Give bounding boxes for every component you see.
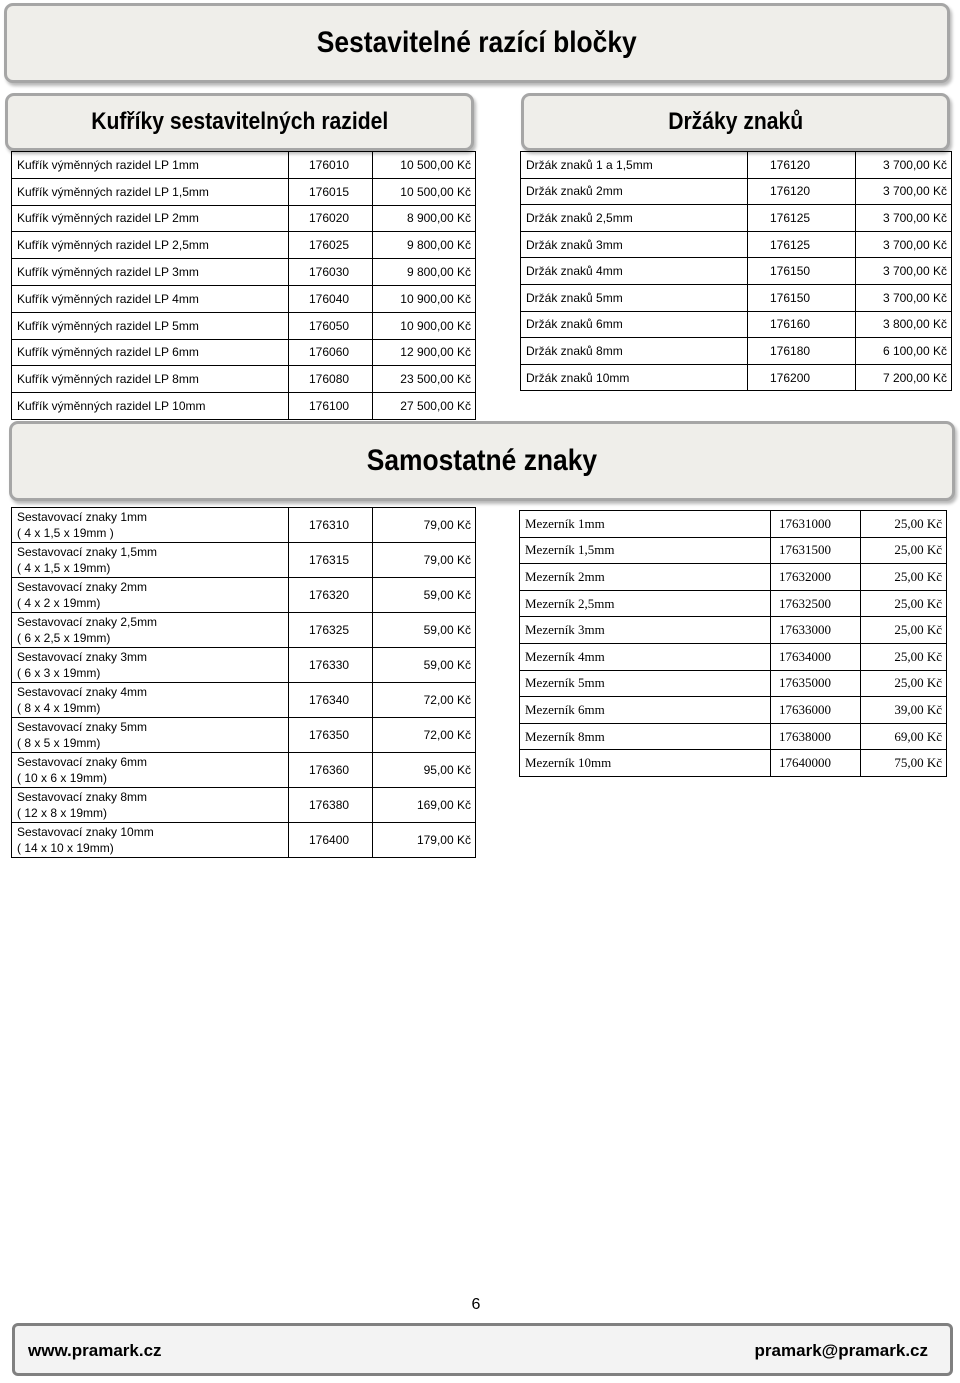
table-row — [520, 723, 947, 750]
item-code: 176100 — [289, 393, 373, 420]
item-code: 17638000 — [771, 723, 861, 750]
item-dimensions: ( 4 x 2 x 19mm) — [17, 596, 101, 610]
item-price: 3 700,00 Kč — [856, 152, 952, 179]
item-code: 17636000 — [771, 697, 861, 724]
item-price: 9 800,00 Kč — [373, 232, 476, 259]
item-name-line: Sestavovací znaky 4mm — [17, 685, 148, 699]
item-price: 3 700,00 Kč — [856, 178, 952, 205]
item-name — [12, 508, 289, 543]
item-price: 3 700,00 Kč — [856, 205, 952, 232]
item-name: Kufřík výměnných razidel LP 5mm — [12, 312, 289, 339]
item-name: Kufřík výměnných razidel LP 4mm — [12, 285, 289, 312]
table-row — [520, 670, 947, 697]
item-name: Kufřík výměnných razidel LP 2,5mm — [12, 232, 289, 259]
item-price: 25,00 Kč — [861, 643, 947, 670]
item-code: 17635000 — [771, 670, 861, 697]
item-code: 176180 — [748, 338, 856, 365]
item-name: Kufřík výměnných razidel LP 1mm — [12, 152, 289, 179]
item-code: 176030 — [289, 259, 373, 286]
item-name — [12, 543, 289, 578]
item-name: Mezerník 10mm — [520, 750, 771, 777]
item-name: Kufřík výměnných razidel LP 2mm — [12, 205, 289, 232]
item-code: 176020 — [289, 205, 373, 232]
drzaky-heading-box — [521, 93, 950, 151]
table-row — [12, 259, 476, 286]
item-price: 10 900,00 Kč — [373, 312, 476, 339]
table-row — [12, 205, 476, 232]
item-code: 176125 — [748, 205, 856, 232]
item-code: 176040 — [289, 285, 373, 312]
item-code: 176015 — [289, 178, 373, 205]
item-price: 9 800,00 Kč — [373, 259, 476, 286]
table-row — [12, 648, 476, 683]
item-name: Mezerník 2,5mm — [520, 590, 771, 617]
item-name: Kufřík výměnných razidel LP 6mm — [12, 339, 289, 366]
item-name — [12, 718, 289, 753]
item-code: 176160 — [748, 311, 856, 338]
item-code: 176380 — [289, 788, 373, 823]
item-price: 72,00 Kč — [373, 683, 476, 718]
item-name-line: Sestavovací znaky 6mm — [17, 755, 148, 769]
item-name: Mezerník 1,5mm — [520, 537, 771, 564]
item-price: 12 900,00 Kč — [373, 339, 476, 366]
item-name-line: Sestavovací znaky 10mm — [17, 825, 154, 839]
item-name: Kufřík výměnných razidel LP 3mm — [12, 259, 289, 286]
kufriky-table — [11, 151, 476, 420]
table-row — [521, 258, 952, 285]
item-price: 3 700,00 Kč — [856, 284, 952, 311]
table-row — [12, 285, 476, 312]
item-code: 176350 — [289, 718, 373, 753]
item-price: 25,00 Kč — [861, 617, 947, 644]
item-code: 17632000 — [771, 564, 861, 591]
item-code: 176125 — [748, 231, 856, 258]
footer-email[interactable]: pramark@pramark.cz — [754, 1341, 928, 1360]
table-row — [520, 537, 947, 564]
item-name-line: Sestavovací znaky 8mm — [17, 790, 148, 804]
item-code: 176010 — [289, 152, 373, 179]
item-name: Držák znaků 1 a 1,5mm — [521, 152, 748, 179]
item-name: Mezerník 8mm — [520, 723, 771, 750]
item-name: Mezerník 5mm — [520, 670, 771, 697]
item-code: 176340 — [289, 683, 373, 718]
table-row — [12, 823, 476, 858]
item-name — [12, 753, 289, 788]
item-price: 169,00 Kč — [373, 788, 476, 823]
table-row — [521, 152, 952, 179]
table-row — [12, 339, 476, 366]
item-price: 79,00 Kč — [373, 508, 476, 543]
samostatne-heading: Samostatné znaky — [366, 444, 598, 477]
item-code: 176360 — [289, 753, 373, 788]
item-price: 75,00 Kč — [861, 750, 947, 777]
item-code: 176025 — [289, 232, 373, 259]
item-name-line: Sestavovací znaky 1,5mm — [17, 545, 158, 559]
item-code: 17640000 — [771, 750, 861, 777]
item-code: 176315 — [289, 543, 373, 578]
item-name — [12, 683, 289, 718]
drzaky-table — [520, 151, 952, 391]
title-box — [4, 3, 950, 83]
item-name: Držák znaků 10mm — [521, 364, 748, 391]
table-row — [521, 364, 952, 391]
table-row — [520, 697, 947, 724]
drzaky-heading: Držáky znaků — [668, 108, 803, 135]
table-row — [520, 590, 947, 617]
item-name: Kufřík výměnných razidel LP 10mm — [12, 393, 289, 420]
table-row — [12, 232, 476, 259]
item-price: 10 900,00 Kč — [373, 285, 476, 312]
item-code: 176325 — [289, 613, 373, 648]
table-row — [12, 178, 476, 205]
table-row — [12, 788, 476, 823]
item-name: Mezerník 4mm — [520, 643, 771, 670]
item-name: Držák znaků 5mm — [521, 284, 748, 311]
table-row — [12, 366, 476, 393]
item-dimensions: ( 8 x 4 x 19mm) — [17, 701, 101, 715]
znaky-table — [11, 507, 476, 858]
item-price: 3 700,00 Kč — [856, 258, 952, 285]
kufriky-heading-box — [5, 93, 474, 151]
item-name — [12, 648, 289, 683]
item-dimensions: ( 6 x 2,5 x 19mm) — [17, 631, 111, 645]
item-code: 17634000 — [771, 643, 861, 670]
page-number: 6 — [471, 1296, 481, 1313]
table-row — [12, 578, 476, 613]
item-dimensions: ( 8 x 5 x 19mm) — [17, 736, 101, 750]
item-name: Mezerník 6mm — [520, 697, 771, 724]
item-price: 79,00 Kč — [373, 543, 476, 578]
item-dimensions: ( 14 x 10 x 19mm) — [17, 841, 114, 855]
item-name — [12, 823, 289, 858]
table-row — [12, 543, 476, 578]
item-name — [12, 788, 289, 823]
item-code: 176060 — [289, 339, 373, 366]
item-code: 176120 — [748, 152, 856, 179]
item-dimensions: ( 4 x 1,5 x 19mm ) — [17, 526, 114, 540]
item-code: 176200 — [748, 364, 856, 391]
table-row — [12, 613, 476, 648]
item-price: 10 500,00 Kč — [373, 152, 476, 179]
table-row — [521, 231, 952, 258]
samostatne-heading-box — [9, 421, 955, 501]
item-price: 69,00 Kč — [861, 723, 947, 750]
item-code: 176050 — [289, 312, 373, 339]
item-name — [12, 613, 289, 648]
item-name: Mezerník 3mm — [520, 617, 771, 644]
item-name: Kufřík výměnných razidel LP 1,5mm — [12, 178, 289, 205]
item-price: 179,00 Kč — [373, 823, 476, 858]
item-name: Držák znaků 2mm — [521, 178, 748, 205]
item-price: 25,00 Kč — [861, 511, 947, 538]
table-row — [521, 338, 952, 365]
item-price: 25,00 Kč — [861, 590, 947, 617]
item-dimensions: ( 10 x 6 x 19mm) — [17, 771, 108, 785]
item-code: 17632500 — [771, 590, 861, 617]
item-name: Držák znaků 3mm — [521, 231, 748, 258]
table-row — [520, 511, 947, 538]
item-code: 17631000 — [771, 511, 861, 538]
item-price: 39,00 Kč — [861, 697, 947, 724]
table-row — [521, 311, 952, 338]
item-name: Mezerník 1mm — [520, 511, 771, 538]
item-price: 3 800,00 Kč — [856, 311, 952, 338]
table-row — [520, 750, 947, 777]
item-code: 176310 — [289, 508, 373, 543]
item-price: 59,00 Kč — [373, 648, 476, 683]
item-price: 10 500,00 Kč — [373, 178, 476, 205]
table-row — [12, 753, 476, 788]
item-price: 25,00 Kč — [861, 564, 947, 591]
mezernik-table — [519, 510, 947, 777]
table-row — [520, 643, 947, 670]
table-row — [12, 152, 476, 179]
item-code: 176080 — [289, 366, 373, 393]
table-row — [12, 312, 476, 339]
table-row — [520, 564, 947, 591]
item-code: 176400 — [289, 823, 373, 858]
item-price: 6 100,00 Kč — [856, 338, 952, 365]
item-price: 25,00 Kč — [861, 537, 947, 564]
item-price: 3 700,00 Kč — [856, 231, 952, 258]
item-price: 72,00 Kč — [373, 718, 476, 753]
table-row — [12, 508, 476, 543]
item-code: 176150 — [748, 284, 856, 311]
item-code: 176330 — [289, 648, 373, 683]
item-price: 23 500,00 Kč — [373, 366, 476, 393]
item-name-line: Sestavovací znaky 5mm — [17, 720, 148, 734]
item-dimensions: ( 12 x 8 x 19mm) — [17, 806, 108, 820]
item-dimensions: ( 4 x 1,5 x 19mm) — [17, 561, 111, 575]
item-price: 25,00 Kč — [861, 670, 947, 697]
table-row — [520, 617, 947, 644]
item-dimensions: ( 6 x 3 x 19mm) — [17, 666, 101, 680]
item-name-line: Sestavovací znaky 2mm — [17, 580, 148, 594]
item-price: 59,00 Kč — [373, 613, 476, 648]
kufriky-heading: Kufříky sestavitelných razidel — [90, 108, 388, 135]
item-name-line: Sestavovací znaky 3mm — [17, 650, 148, 664]
item-code: 17631500 — [771, 537, 861, 564]
item-name-line: Sestavovací znaky 1mm — [17, 510, 148, 524]
item-price: 7 200,00 Kč — [856, 364, 952, 391]
table-row — [521, 284, 952, 311]
item-price: 59,00 Kč — [373, 578, 476, 613]
footer — [12, 1323, 953, 1376]
item-name: Držák znaků 8mm — [521, 338, 748, 365]
item-name: Držák znaků 2,5mm — [521, 205, 748, 232]
item-price: 95,00 Kč — [373, 753, 476, 788]
item-code: 176150 — [748, 258, 856, 285]
footer-website[interactable]: www.pramark.cz — [28, 1341, 162, 1360]
item-name: Kufřík výměnných razidel LP 8mm — [12, 366, 289, 393]
item-code: 176120 — [748, 178, 856, 205]
item-name — [12, 578, 289, 613]
item-name: Držák znaků 6mm — [521, 311, 748, 338]
table-row — [12, 683, 476, 718]
table-row — [12, 393, 476, 420]
item-price: 8 900,00 Kč — [373, 205, 476, 232]
item-price: 27 500,00 Kč — [373, 393, 476, 420]
item-name: Mezerník 2mm — [520, 564, 771, 591]
item-code: 176320 — [289, 578, 373, 613]
page-title: Sestavitelné razící bločky — [317, 26, 637, 59]
item-name: Držák znaků 4mm — [521, 258, 748, 285]
item-name-line: Sestavovací znaky 2,5mm — [17, 615, 158, 629]
table-row — [521, 205, 952, 232]
table-row — [521, 178, 952, 205]
table-row — [12, 718, 476, 753]
item-code: 17633000 — [771, 617, 861, 644]
